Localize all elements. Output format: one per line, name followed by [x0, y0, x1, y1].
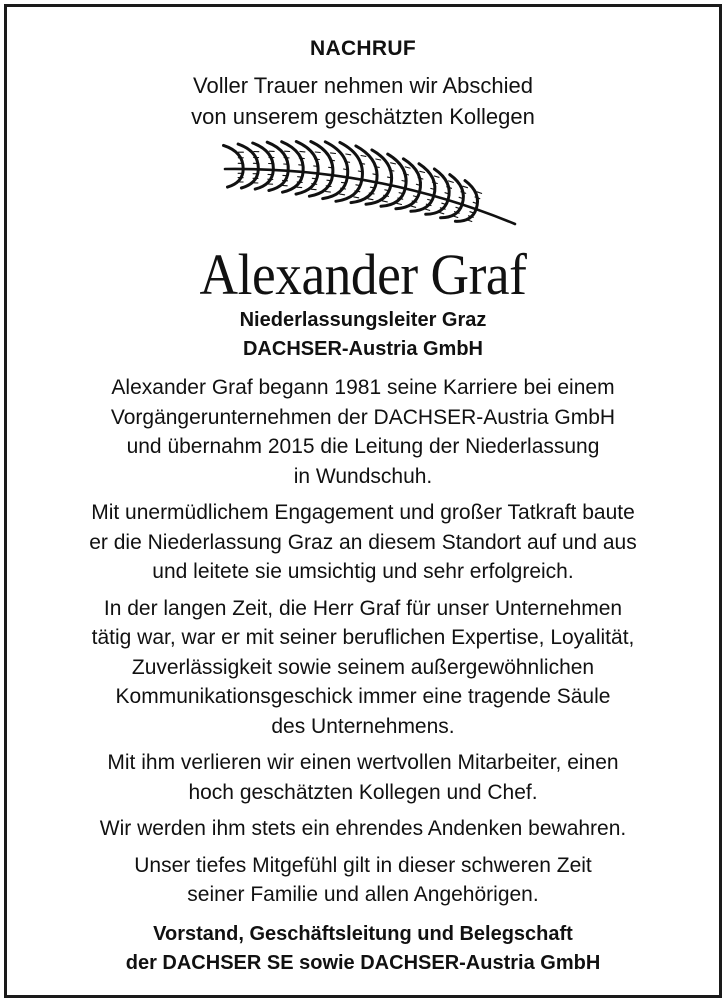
paragraph-line: Mit unermüdlichem Engagement und großer Tatkraft baute [91, 501, 635, 524]
paragraph [7, 748, 719, 807]
paragraph-line: und leitete sie umsichtig und sehr erfolgreich. [152, 560, 574, 583]
paragraph-line: hoch geschätzten Kollegen und Chef. [188, 780, 538, 804]
company-name: DACHSER-Austria GmbH [242, 338, 484, 360]
paragraph-line: Alexander Graf begann 1981 seine Karriere bei einem [111, 376, 615, 399]
signature-block [7, 920, 719, 978]
paragraph-line: In der langen Zeit, die Herr Graf für unser Unternehmen [103, 596, 623, 620]
intro-text [7, 70, 719, 132]
paragraph-line: Vorgängerunternehmen der DACHSER-Austria GmbH [110, 405, 616, 429]
paragraph-line: er die Niederlassung Graz an diesem Standort auf und aus [89, 530, 637, 554]
paragraph [7, 498, 719, 587]
paragraph-line: seiner Familie und allen Angehörigen. [187, 883, 539, 906]
paragraph-line: Unser tiefes Mitgefühl gilt in dieser schweren Zeit [134, 853, 592, 877]
obituary-heading: NACHRUF [310, 37, 416, 60]
paragraph-line: tätig war, war er mit seiner beruflichen Expertise, Loyalität, [91, 626, 635, 649]
paragraph-line: des Unternehmens. [271, 714, 455, 738]
paragraph-line: Wir werden ihm stets ein ehrendes Andenken bewahren. [99, 817, 627, 840]
paragraph-line: Kommunikationsgeschick immer eine tragende Säule [115, 685, 611, 708]
deceased-name: Alexander Graf [199, 242, 527, 307]
paragraph-line: in Wundschuh. [293, 464, 433, 488]
paragraph [7, 373, 719, 491]
obituary-body [7, 373, 719, 917]
role-title: Niederlassungsleiter Graz [239, 309, 487, 331]
paragraph [7, 814, 719, 844]
paragraph-line: Mit ihm verlieren wir einen wertvollen Mitarbeiter, einen [107, 751, 619, 774]
paragraph-line: Zuverlässigkeit sowie seinem außergewöhnlichen [131, 655, 595, 679]
obituary-frame [4, 4, 722, 998]
palm-branch-icon [217, 129, 522, 234]
deceased-role [7, 306, 719, 364]
intro-line: von unserem geschätzten Kollegen [191, 104, 535, 129]
paragraph-line: und übernahm 2015 die Leitung der Niederlassung [126, 435, 600, 458]
paragraph [7, 851, 719, 910]
signature-line: Vorstand, Geschäftsleitung und Belegschaft [153, 923, 573, 945]
intro-line: Voller Trauer nehmen wir Abschied [193, 73, 533, 98]
paragraph [7, 594, 719, 742]
signature-line: der DACHSER SE sowie DACHSER-Austria GmbH [125, 952, 601, 974]
obituary-content [7, 7, 719, 995]
